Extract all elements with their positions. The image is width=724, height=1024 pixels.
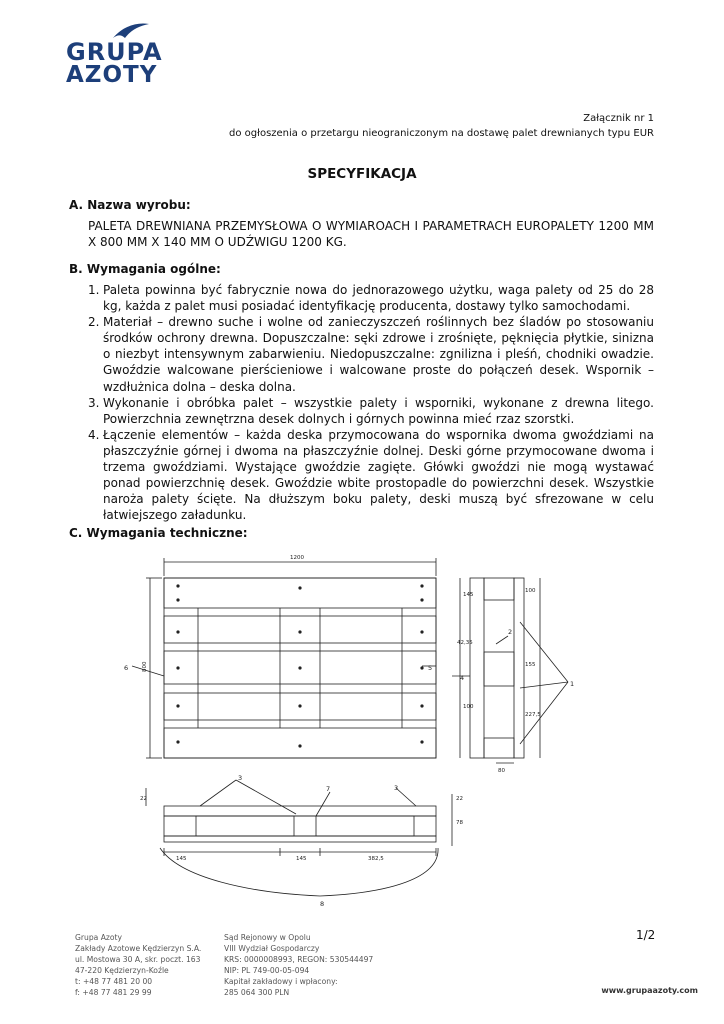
footer-line: ul. Mostowa 30 A, skr. poczt. 163 [75,955,201,964]
dim-label-100: 100 [525,588,536,594]
nail-head [420,630,423,633]
footer-line: Sąd Rejonowy w Opolu [224,933,311,942]
section-a-heading: A. Nazwa wyrobu: [69,198,191,212]
callout-2: 2 [508,628,513,636]
footer-line: Kapitał zakładowy i wpłacony: [224,977,338,986]
dim-label-22a: 22 [140,796,147,802]
callout-7: 7 [326,785,331,793]
dim-label-800: 800 [142,661,148,672]
nail-head [420,598,423,601]
dim-label-100b: 100 [463,704,474,710]
document-title: SPECYFIKACJA [307,166,417,182]
footer-line: f: +48 77 481 29 99 [75,988,152,997]
nail-head [298,586,301,589]
dim-label-1200: 1200 [290,555,304,561]
dim-label-145: 145 [463,592,474,598]
section-b-heading: B. Wymagania ogólne: [69,262,221,276]
company-logo [66,20,176,90]
top-board [164,728,436,758]
nail-head [420,666,423,669]
nail-head [420,740,423,743]
footer-company-info [75,932,201,998]
nail-head [420,584,423,587]
dim-label-3825: 382,5 [368,856,384,862]
dim-label-155: 155 [525,662,536,668]
section-c-heading: C. Wymagania techniczne: [69,526,248,540]
dim-label-145b: 145 [176,856,187,862]
dim-label-80: 80 [498,768,505,774]
callout-5: 5 [428,664,433,672]
dim-label-4235: 42,35 [457,640,473,646]
callout-6: 6 [124,664,129,672]
nail-head [298,704,301,707]
nail-head [176,630,179,633]
dim-label-22b: 22 [456,796,463,802]
nail-head [176,598,179,601]
requirements-list [88,282,654,523]
nail-head [176,740,179,743]
footer-registry-info [224,932,373,998]
annex-header [229,111,654,141]
logo-word-azoty: AZOTY [66,62,158,88]
section-a-text: PALETA DREWNIANA PRZEMYSŁOWA O WYMIAROACH I PARAMETRACH EUROPALETY 1200 MM X 800 MM X 140 MM O UDŹWIGU 1200 KG. [88,219,654,249]
website-link[interactable]: www.grupaazoty.com [601,986,698,995]
footer-line: KRS: 0000008993, REGON: 530544497 [224,955,374,964]
footer-line: t: +48 77 481 20 00 [75,977,153,986]
footer-line: Grupa Azoty [75,933,123,942]
list-item: 3. Wykonanie i obróbka palet – wszystkie palety i wsporniki, wykonane z drewna litego. Powierzchnia zewnętrzna desek dolnych i górnych powinna mieć rzaz szorstki. [88,395,654,426]
dim-label-78: 78 [456,820,463,826]
dim-label-145c: 145 [296,856,307,862]
nail-head [176,704,179,707]
page-number: 1/2 [636,928,656,942]
nail-head [176,666,179,669]
list-item: 2. Materiał – drewno suche i wolne od zanieczyszczeń roślinnych bez śladów po stosowaniu środków ochrony drewna. Dopuszczalne: sęki zdrowe i zrośnięte, pęknięcia płytkie, sinizna o niezbyt intensywnym zabarwieniu. Niedopuszczalne: zgnilizna i pleśń, chodniki owadzie. Gwoździe walcowane pierścieniowe i walcowane proste do połączeń desek. Wspornik – wzdłużnica dolna – deska dolna. [88,315,654,394]
top-board [164,616,436,643]
footer-line: Zakłady Azotowe Kędzierzyn S.A. [75,944,202,953]
callout-8: 8 [320,900,325,908]
callout-3a: 3 [238,774,243,782]
top-board [164,578,436,608]
list-item: 1. Paleta powinna być fabrycznie nowa do jednorazowego użytku, waga palety od 25 do 28 kg, każda z palet musi posiadać identyfikację producenta, dostawy tylko samochodami. [88,283,654,314]
list-item: 4. Łączenie elementów – każda deska przymocowana do wspornika dwoma gwoździami na płaszczyźnie górnej i dwoma na płaszczyźnie dolnej. Deski górne przymocowane dwoma i trzema gwoździami. Wystające gwoździe zagięte. Główki gwoździ nie mogą wystawać ponad powierzchnię desek. Gwoździe wbite prostopadle do powierzchni desek. Wszystkie naroża palety ścięte. Na dłuższym boku palety, deski muszą być sfrezowane w celu łatwiejszego załadunku. [88,427,654,523]
footer-line: VIII Wydział Gospodarczy [224,944,320,953]
footer-line: 285 064 300 PLN [224,988,290,997]
footer-line: 47-220 Kędzierzyn-Koźle [75,966,169,975]
footer-line: NIP: PL 749-00-05-094 [224,966,310,975]
dim-label-2275: 227,5 [525,712,541,718]
nail-head [298,630,301,633]
annex-subtitle: do ogłoszenia o przetargu nieograniczonym na dostawę palet drewnianych typu EUR [229,128,654,139]
nail-head [176,584,179,587]
callout-1: 1 [570,680,575,688]
nail-head [420,704,423,707]
logo-word-grupa: GRUPA [66,38,163,66]
annex-title: Załącznik nr 1 [583,113,654,124]
callout-3b: 3 [394,784,399,792]
callout-4: 4 [460,674,465,682]
nail-head [298,744,301,747]
pallet-technical-drawing [120,548,590,910]
nail-head [298,666,301,669]
